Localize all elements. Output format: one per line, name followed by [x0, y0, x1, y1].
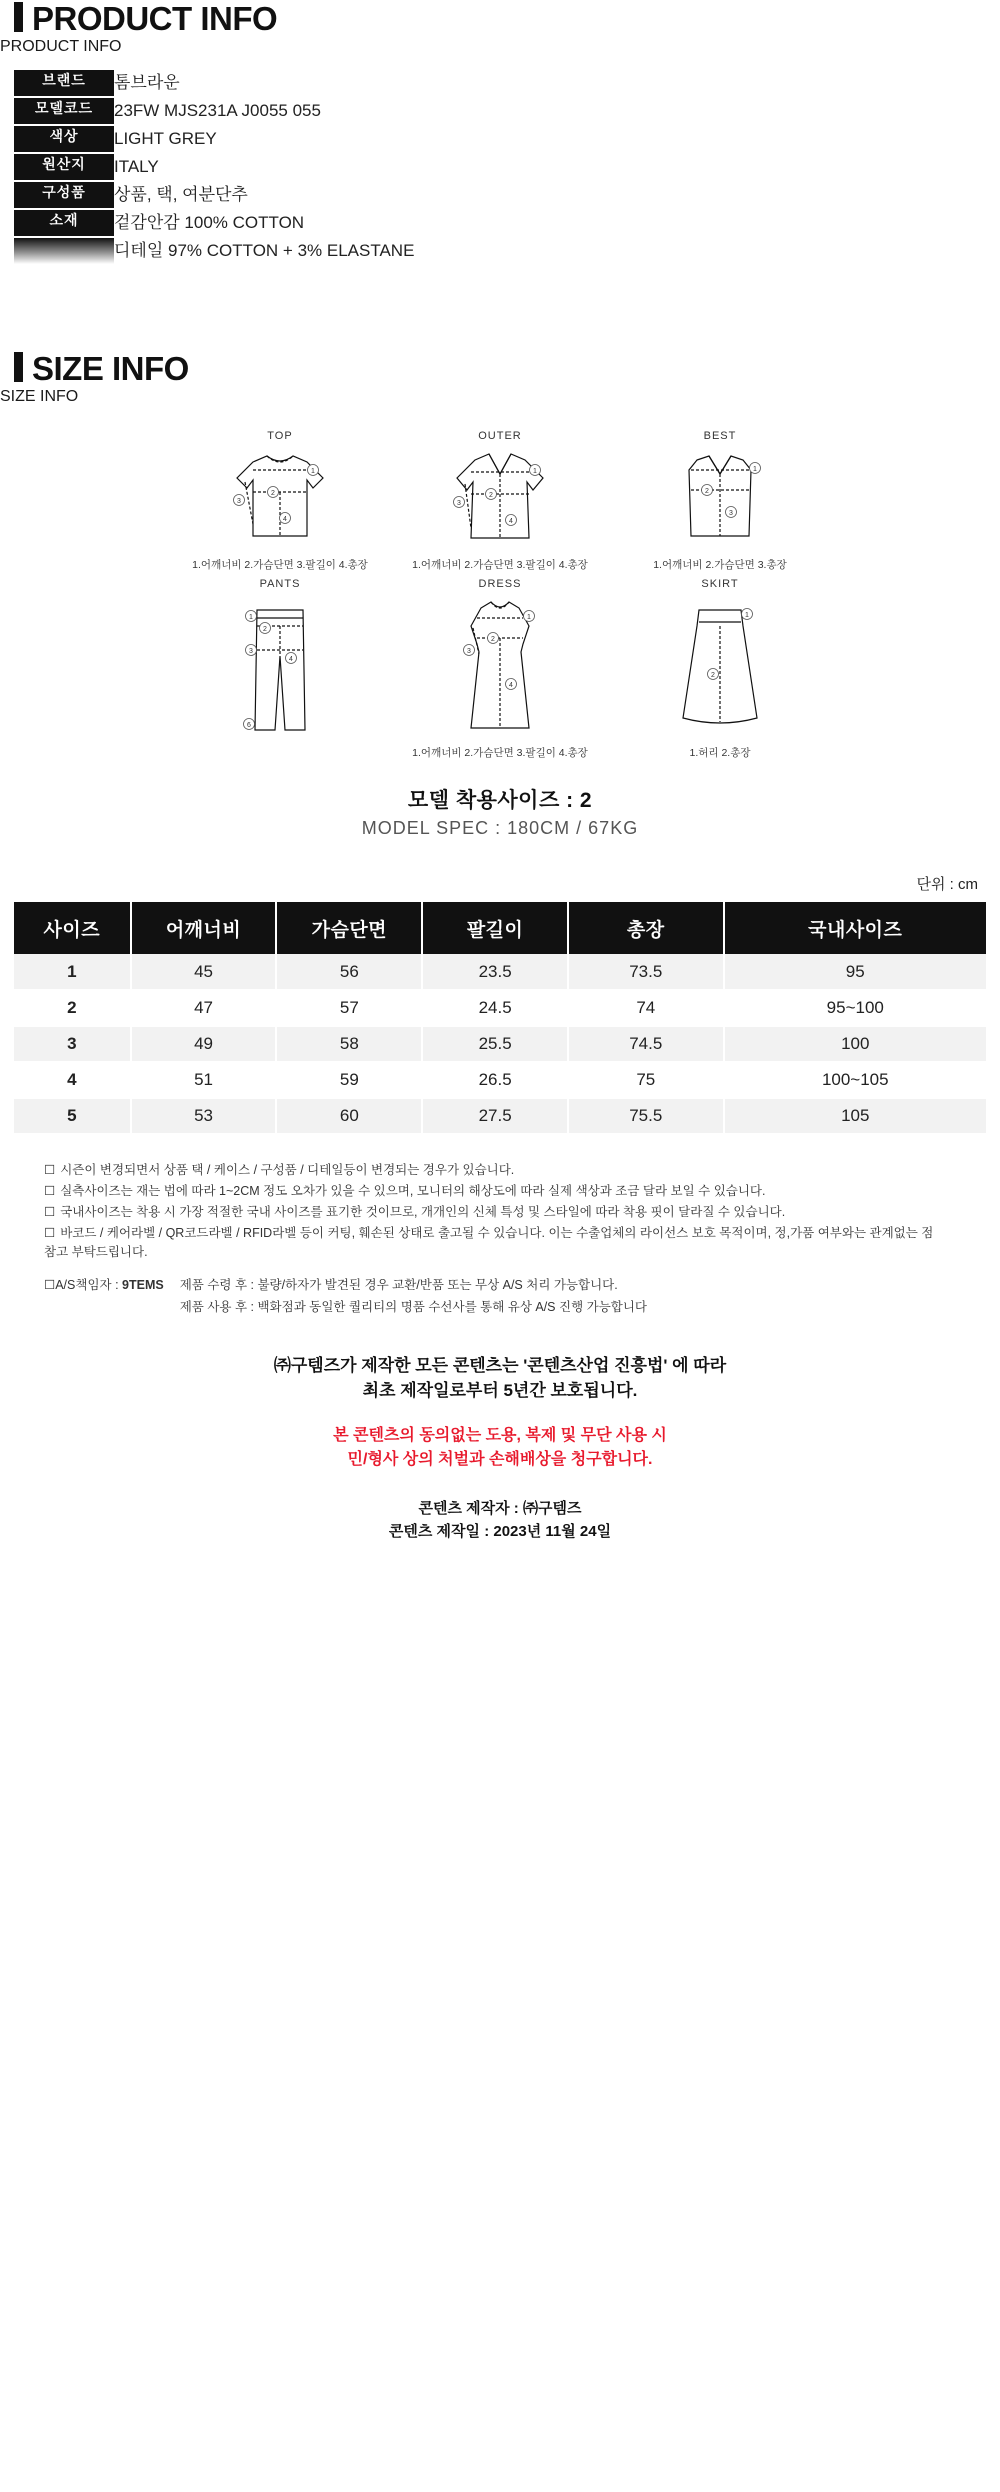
note-item — [44, 1203, 944, 1221]
note-item — [44, 1182, 944, 1200]
svg-text:3: 3 — [249, 648, 253, 655]
product-info-header — [0, 0, 1000, 58]
material-detail: 디테일 97% COTTON + 3% ELASTANE — [114, 241, 415, 260]
cell-length: 74 — [568, 990, 724, 1026]
column-header: 국내사이즈 — [724, 902, 986, 954]
cell-sleeve: 25.5 — [422, 1026, 568, 1062]
checkbox-icon: ☐ — [44, 1277, 56, 1292]
svg-text:1: 1 — [249, 614, 253, 621]
cell-chest: 59 — [276, 1062, 422, 1098]
as-line-head: 제품 수령 후 : — [179, 1277, 254, 1292]
outer-garment-icon — [425, 444, 575, 554]
row-value: 상품, 택, 여분단추 — [114, 181, 654, 209]
cell-chest: 60 — [276, 1098, 422, 1134]
table-row — [14, 1062, 986, 1098]
as-label-text: A/S책임자 : — [55, 1277, 119, 1292]
cell-shoulder: 51 — [131, 1062, 277, 1098]
svg-text:4: 4 — [283, 516, 287, 523]
size-info-ghost-title: SIZE INFO — [0, 388, 79, 405]
cell-shoulder: 45 — [131, 954, 277, 990]
cell-length: 75.5 — [568, 1098, 724, 1134]
row-label-gradient — [14, 237, 114, 264]
svg-text:1: 1 — [311, 468, 315, 475]
diagram-caption: 1.어깨너비 2.가슴단면 3.팔길이 4.총장 — [192, 559, 368, 571]
as-line — [180, 1297, 647, 1315]
row-value: 겉감안감 100% COTTON — [114, 209, 654, 237]
diagram-caption: 1.허리 2.총장 — [689, 747, 751, 759]
svg-text:3: 3 — [237, 498, 241, 505]
skirt-garment-icon — [645, 592, 795, 742]
copyright-line2: 최초 제작일로부터 5년간 보호됩니다. — [362, 1381, 638, 1401]
row-label: 브랜드 — [14, 70, 114, 97]
checkbox-icon: ☐ — [44, 1184, 56, 1199]
diagram-outer — [400, 430, 600, 572]
row-label: 색상 — [14, 125, 114, 153]
diagram-pants — [180, 578, 380, 760]
table-row — [14, 1098, 986, 1134]
table-row — [14, 153, 654, 181]
svg-text:2: 2 — [705, 488, 709, 495]
note-item — [44, 1161, 944, 1179]
diagram-row-top — [180, 430, 820, 572]
checkbox-icon: ☐ — [44, 1226, 56, 1241]
diagram-caption: 1.어깨너비 2.가슴단면 3.팔길이 4.총장 — [412, 747, 588, 759]
table-row — [14, 990, 986, 1026]
table-row — [14, 97, 654, 125]
cell-kr-size: 105 — [724, 1098, 986, 1134]
cell-chest: 56 — [276, 954, 422, 990]
column-header: 팔길이 — [422, 902, 568, 954]
as-line-body: 불량/하자가 발견된 경우 교환/반품 또는 무상 A/S 처리 가능합니다. — [257, 1277, 618, 1292]
svg-text:4: 4 — [509, 518, 513, 525]
warning-line1: 본 콘텐츠의 동의없는 도용, 복제 및 무단 사용 시 — [333, 1426, 667, 1444]
vest-garment-icon — [645, 444, 795, 554]
top-garment-icon — [205, 444, 355, 554]
as-brand: 9TEMS — [122, 1277, 164, 1292]
cell-kr-size: 95 — [724, 954, 986, 990]
cell-kr-size: 100 — [724, 1026, 986, 1062]
svg-text:2: 2 — [271, 490, 275, 497]
row-label: 구성품 — [14, 181, 114, 209]
size-info-title: SIZE INFO — [32, 350, 189, 387]
svg-text:3: 3 — [467, 648, 471, 655]
cell-shoulder: 49 — [131, 1026, 277, 1062]
cell-sleeve: 24.5 — [422, 990, 568, 1026]
svg-text:1: 1 — [745, 612, 749, 619]
svg-text:3: 3 — [457, 500, 461, 507]
copyright-line1: ㈜구템즈가 제작한 모든 콘텐츠는 '콘텐츠산업 진흥법' 에 따라 — [273, 1355, 727, 1375]
svg-text:2: 2 — [489, 492, 493, 499]
row-label: 모델코드 — [14, 97, 114, 125]
svg-text:2: 2 — [491, 636, 495, 643]
cell-shoulder: 47 — [131, 990, 277, 1026]
row-value: ITALY — [114, 153, 654, 181]
checkbox-icon: ☐ — [44, 1205, 56, 1220]
cell-sleeve: 26.5 — [422, 1062, 568, 1098]
row-value: LIGHT GREY — [114, 125, 654, 153]
table-row — [14, 1026, 986, 1062]
svg-text:2: 2 — [263, 626, 267, 633]
row-value: 톰브라운 — [114, 70, 654, 97]
model-spec-text: MODEL SPEC : 180CM / 67KG — [361, 818, 639, 838]
note-text: 시즌이 변경되면서 상품 택 / 케이스 / 구성품 / 디테일등이 변경되는 경우가 있습니다. — [60, 1163, 515, 1177]
cell-chest: 57 — [276, 990, 422, 1026]
pants-garment-icon — [205, 592, 355, 742]
diagram-title: TOP — [267, 430, 293, 442]
cell-sleeve: 23.5 — [422, 954, 568, 990]
column-header: 사이즈 — [14, 902, 131, 954]
diagram-caption: 1.어깨너비 2.가슴단면 3.총장 — [653, 559, 787, 571]
cell-kr-size: 95~100 — [724, 990, 986, 1026]
notes-list — [44, 1161, 944, 1261]
svg-text:4: 4 — [289, 656, 293, 663]
as-label — [44, 1275, 180, 1319]
row-value: 23FW MJS231A J0055 055 — [114, 97, 654, 125]
checkbox-icon: ☐ — [44, 1163, 56, 1177]
table-row — [14, 125, 654, 153]
copyright-block — [0, 1353, 1000, 1404]
row-label: 원산지 — [14, 153, 114, 181]
svg-text:1: 1 — [527, 614, 531, 621]
product-info-ghost-title: PRODUCT INFO — [0, 38, 122, 55]
column-header: 총장 — [568, 902, 724, 954]
table-row — [14, 237, 654, 264]
cell-sleeve: 27.5 — [422, 1098, 568, 1134]
as-line-head: 제품 사용 후 : — [179, 1299, 254, 1314]
size-chart-header-row — [14, 902, 986, 954]
cell-size: 2 — [14, 990, 131, 1026]
cell-length: 75 — [568, 1062, 724, 1098]
diagram-title: BEST — [703, 430, 737, 442]
table-row — [14, 954, 986, 990]
table-row — [14, 181, 654, 209]
page-title: PRODUCT INFO — [32, 0, 278, 37]
warning-block — [0, 1424, 1000, 1474]
diagram-skirt — [620, 578, 820, 760]
svg-text:2: 2 — [711, 672, 715, 679]
svg-text:3: 3 — [729, 510, 733, 517]
as-line — [180, 1275, 647, 1293]
diagram-title: PANTS — [259, 578, 301, 590]
content-maker: 콘텐츠 제작자 : ㈜구템즈 — [418, 1500, 582, 1518]
table-row — [14, 209, 654, 237]
svg-text:1: 1 — [533, 468, 537, 475]
note-text: 실측사이즈는 재는 법에 따라 1~2CM 정도 오차가 있을 수 있으며, 모니터의 해상도에 따라 실제 색상과 조금 달라 보일 수 있습니다. — [60, 1184, 766, 1199]
cell-shoulder: 53 — [131, 1098, 277, 1134]
diagram-caption: 1.어깨너비 2.가슴단면 3.팔길이 4.총장 — [412, 559, 588, 571]
diagram-dress — [400, 578, 600, 760]
as-policy-block — [44, 1275, 1000, 1319]
cell-length: 74.5 — [568, 1026, 724, 1062]
diagram-title: OUTER — [478, 430, 522, 442]
cell-kr-size: 100~105 — [724, 1062, 986, 1098]
product-info-table — [14, 70, 654, 264]
diagram-top — [180, 430, 380, 572]
maker-block — [0, 1497, 1000, 1544]
unit-label: 단위 : cm — [916, 876, 978, 893]
as-lines — [180, 1275, 647, 1319]
note-item — [44, 1224, 944, 1260]
as-line-body: 백화점과 동일한 퀄리티의 명품 수선사를 통해 유상 A/S 진행 가능합니다 — [257, 1299, 647, 1314]
column-header: 어깨너비 — [131, 902, 277, 954]
size-info-header — [0, 350, 1000, 408]
svg-text:6: 6 — [247, 722, 251, 729]
note-text: 바코드 / 케어라벨 / QR코드라벨 / RFID라벨 등이 커팅, 훼손된 상태로 출고될 수 있습니다. 이는 수출업체의 라이선스 보호 목적이며, 정,가품 여부와는 관계없는 점 참고 부탁드립니다. — [44, 1226, 934, 1259]
cell-size: 3 — [14, 1026, 131, 1062]
column-header: 가슴단면 — [276, 902, 422, 954]
size-diagram-grid — [180, 430, 820, 760]
row-label: 소재 — [14, 209, 114, 237]
cell-length: 73.5 — [568, 954, 724, 990]
section-bar-icon — [14, 352, 23, 382]
diagram-best — [620, 430, 820, 572]
cell-chest: 58 — [276, 1026, 422, 1062]
model-spec-block — [0, 784, 1000, 839]
table-row — [14, 70, 654, 97]
svg-text:1: 1 — [753, 466, 757, 473]
content-date: 콘텐츠 제작일 : 2023년 11월 24일 — [388, 1523, 612, 1541]
model-wearing-size: 모델 착용사이즈 : 2 — [407, 789, 593, 812]
diagram-title: DRESS — [478, 578, 522, 590]
note-text: 국내사이즈는 착용 시 가장 적절한 국내 사이즈를 표기한 것이므로, 개개인의 신체 특성 및 스타일에 따라 착용 핏이 달라질 수 있습니다. — [60, 1205, 786, 1220]
size-chart-table — [14, 902, 986, 1135]
diagram-title: SKIRT — [701, 578, 739, 590]
cell-size: 5 — [14, 1098, 131, 1134]
warning-line2: 민/형사 상의 처벌과 손해배상을 청구합니다. — [347, 1451, 653, 1469]
dress-garment-icon — [425, 592, 575, 742]
section-bar-icon — [14, 2, 23, 32]
diagram-row-bottom — [180, 578, 820, 760]
cell-size: 4 — [14, 1062, 131, 1098]
cell-size: 1 — [14, 954, 131, 990]
svg-text:4: 4 — [509, 682, 513, 689]
